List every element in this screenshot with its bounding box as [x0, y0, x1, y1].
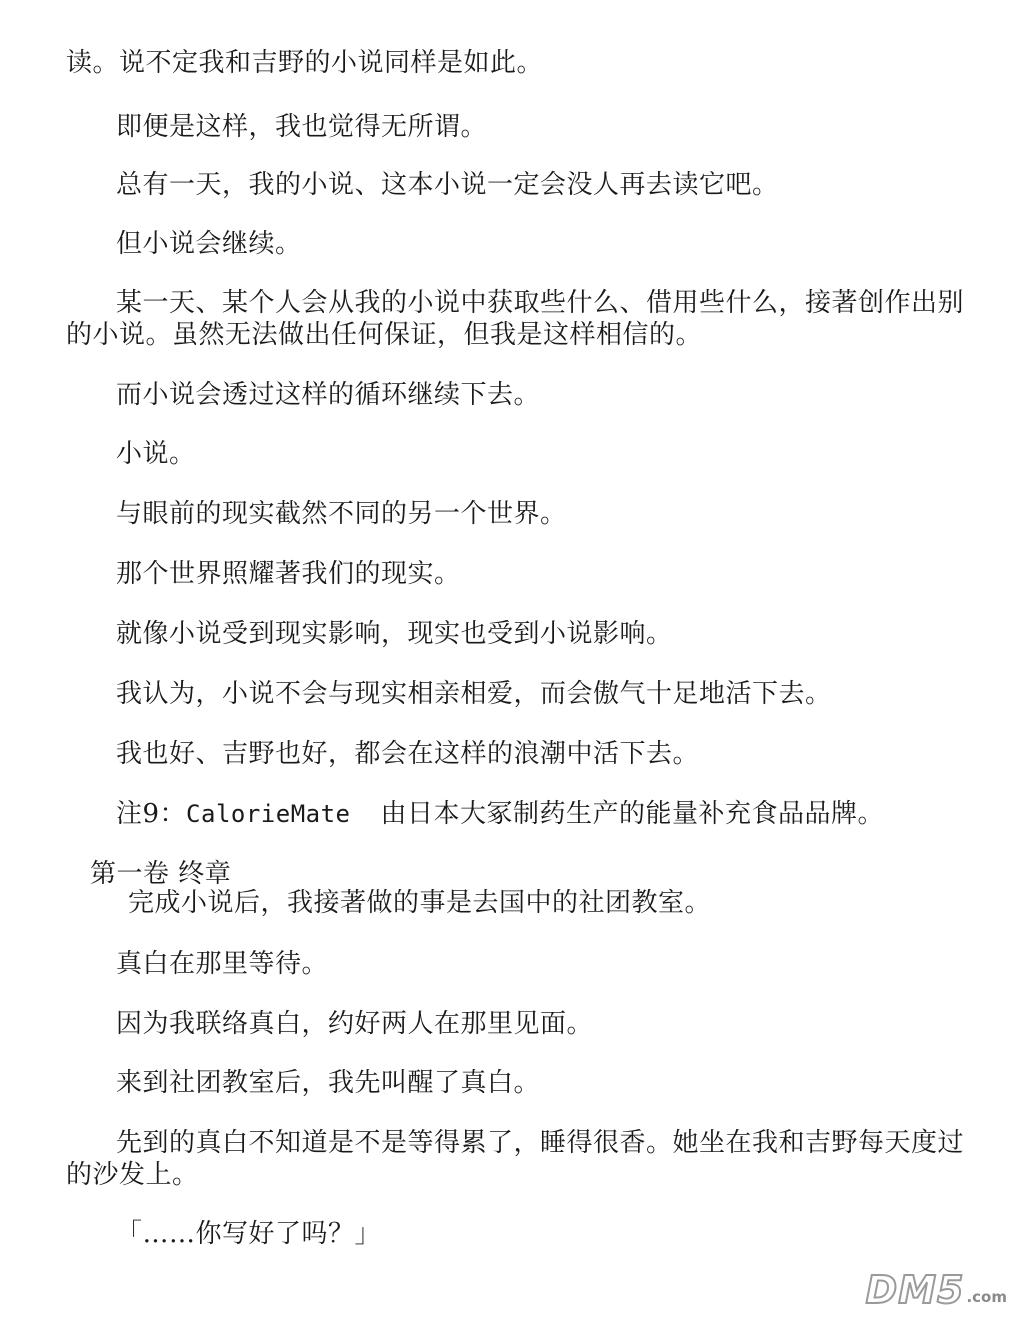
- site-watermark: [865, 1268, 1007, 1312]
- paragraph-line: 完成小说后，我接著做的事是去国中的社团教室。: [128, 888, 712, 918]
- footnote-label: 注9：: [116, 799, 187, 829]
- paragraph-line: 先到的真白不知道是不是等得累了，睡得很香。她坐在我和吉野每天度过: [116, 1128, 965, 1158]
- paragraph-line: 与眼前的现实截然不同的另一个世界。: [116, 499, 567, 529]
- paragraph-line: 总有一天，我的小说、这本小说一定会没人再去读它吧。: [116, 170, 779, 200]
- paragraph-line: 我也好、吉野也好，都会在这样的浪潮中活下去。: [116, 739, 700, 769]
- paragraph-line: 那个世界照耀著我们的现实。: [116, 559, 461, 589]
- paragraph-line: 我认为，小说不会与现实相亲相爱，而会傲气十足地活下去。: [116, 679, 832, 709]
- paragraph-line: 读。说不定我和吉野的小说同样是如此。: [66, 48, 544, 78]
- footnote: [116, 797, 884, 831]
- watermark-logo: DM5: [865, 1268, 965, 1312]
- chapter-title: 第一卷 终章: [90, 859, 232, 889]
- paragraph-line: 因为我联络真白，约好两人在那里见面。: [116, 1009, 594, 1039]
- footnote-term: CalorieMate: [186, 800, 351, 828]
- watermark-domain: .com: [966, 1288, 1007, 1306]
- paragraph-line: 的沙发上。: [66, 1160, 199, 1190]
- footnote-text: 由日本大冢制药生产的能量补充食品品牌。: [380, 799, 885, 829]
- paragraph-line: 而小说会透过这样的循环继续下去。: [116, 380, 541, 410]
- paragraph-line: 即便是这样，我也觉得无所谓。: [116, 112, 488, 142]
- paragraph-line: 某一天、某个人会从我的小说中获取些什么、借用些什么，接著创作出别: [116, 288, 965, 318]
- paragraph-line: 但小说会继续。: [116, 229, 302, 259]
- paragraph-line: 来到社团教室后，我先叫醒了真白。: [116, 1068, 541, 1098]
- paragraph-line: 小说。: [116, 439, 196, 469]
- paragraph-line: 就像小说受到现实影响，现实也受到小说影响。: [116, 619, 673, 649]
- dialogue-line: 「……你写好了吗？」: [116, 1219, 382, 1249]
- paragraph-line: 真白在那里等待。: [116, 949, 329, 979]
- paragraph-line: 的小说。虽然无法做出任何保证，但我是这样相信的。: [66, 320, 703, 350]
